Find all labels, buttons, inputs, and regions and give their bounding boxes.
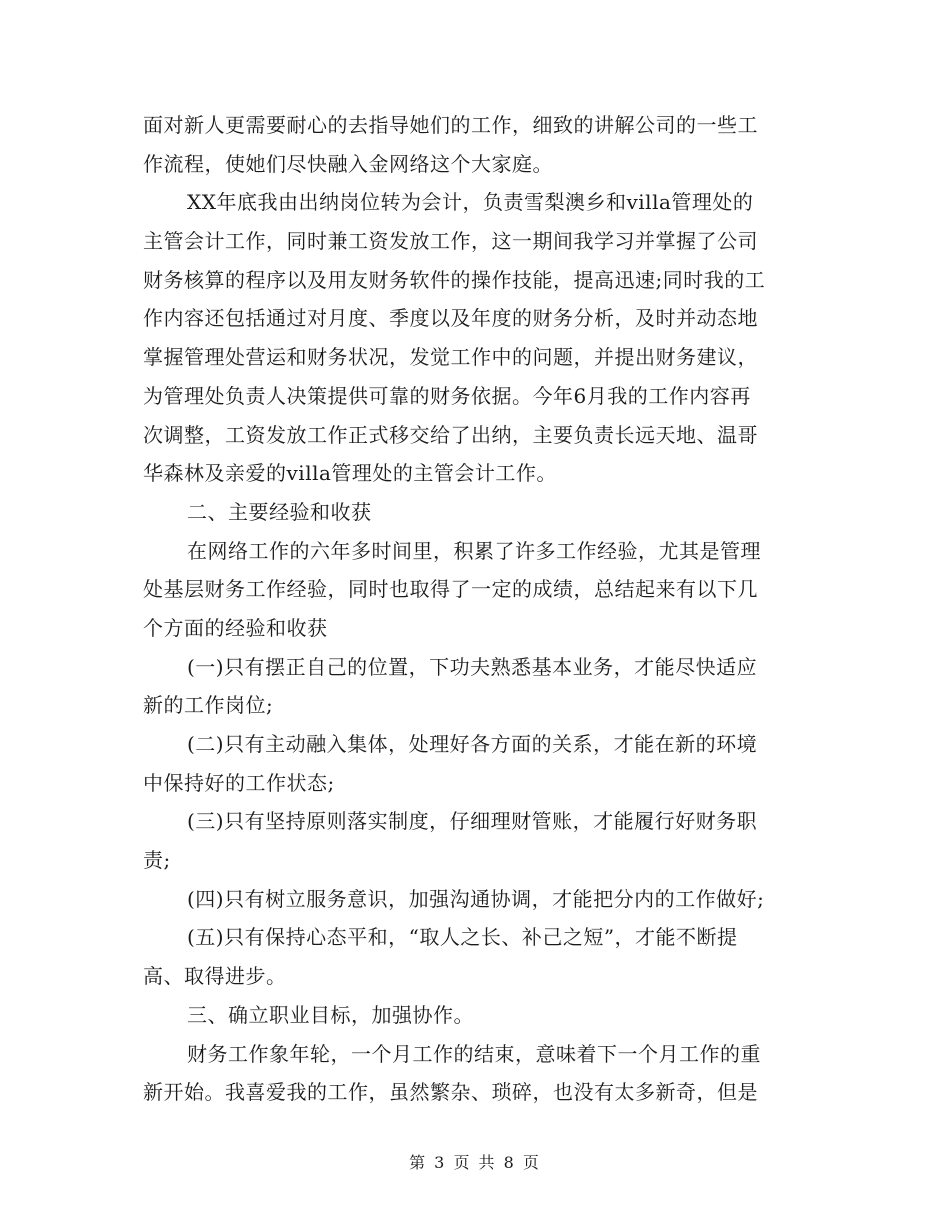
page-footer — [0, 1153, 950, 1173]
text-line: 在网络工作的六年多时间里，积累了许多工作经验，尤其是管理 — [187, 538, 761, 563]
text-line: (三)只有坚持原则落实制度，仔细理财管账，才能履行好财务职 — [187, 809, 758, 834]
text-line: 财务核算的程序以及用友财务软件的操作技能，提高迅速;同时我的工 — [143, 267, 766, 292]
text-line: 处基层财务工作经验，同时也取得了一定的成绩，总结起来有以下几 — [143, 577, 758, 602]
text-line: 为管理处负责人决策提供可靠的财务依据。今年6月我的工作内容再 — [143, 383, 751, 408]
text-line: 个方面的经验和收获 — [143, 615, 328, 640]
page-number-label: 第 3 页 共 8 页 — [409, 1153, 541, 1172]
text-line: (五)只有保持心态平和，“取人之长、补己之短”，才能不断提 — [187, 925, 738, 950]
text-line: 三、确立职业目标，加强协作。 — [187, 1002, 474, 1027]
text-line: 二、主要经验和收获 — [187, 499, 372, 524]
text-line: 主管会计工作，同时兼工资发放工作，这一期间我学习并掌握了公司 — [143, 229, 758, 254]
text-line: 新的工作岗位; — [143, 693, 274, 718]
text-line: 财务工作象年轮，一个月工作的结束，意味着下一个月工作的重 — [187, 1041, 761, 1066]
text-line: 次调整，工资发放工作正式移交给了出纳，主要负责长远天地、温哥 — [143, 422, 758, 447]
text-line: (四)只有树立服务意识，加强沟通协调，才能把分内的工作做好; — [187, 886, 765, 911]
document-body — [143, 106, 811, 1112]
text-line: 责; — [143, 848, 171, 873]
text-line: 新开始。我喜爱我的工作，虽然繁杂、琐碎，也没有太多新奇，但是 — [143, 1080, 758, 1105]
text-line: (一)只有摆正自己的位置，下功夫熟悉基本业务，才能尽快适应 — [187, 654, 758, 679]
text-line: 作内容还包括通过对月度、季度以及年度的财务分析，及时并动态地 — [143, 306, 758, 331]
text-line: (二)只有主动融入集体，处理好各方面的关系，才能在新的环境 — [187, 732, 758, 756]
text-line: 中保持好的工作状态; — [143, 770, 335, 795]
text-line: 高、取得进步。 — [143, 964, 287, 989]
text-line: 掌握管理处营运和财务状况，发觉工作中的问题，并提出财务建议， — [143, 345, 758, 370]
text-line: 作流程，使她们尽快融入金网络这个大家庭。 — [143, 151, 553, 176]
text-line: 华森林及亲爱的villa管理处的主管会计工作。 — [143, 461, 557, 486]
text-line: XX年底我由出纳岗位转为会计，负责雪梨澳乡和villa管理处的 — [187, 190, 754, 215]
text-line: 面对新人更需要耐心的去指导她们的工作，细致的讲解公司的一些工 — [143, 113, 758, 137]
